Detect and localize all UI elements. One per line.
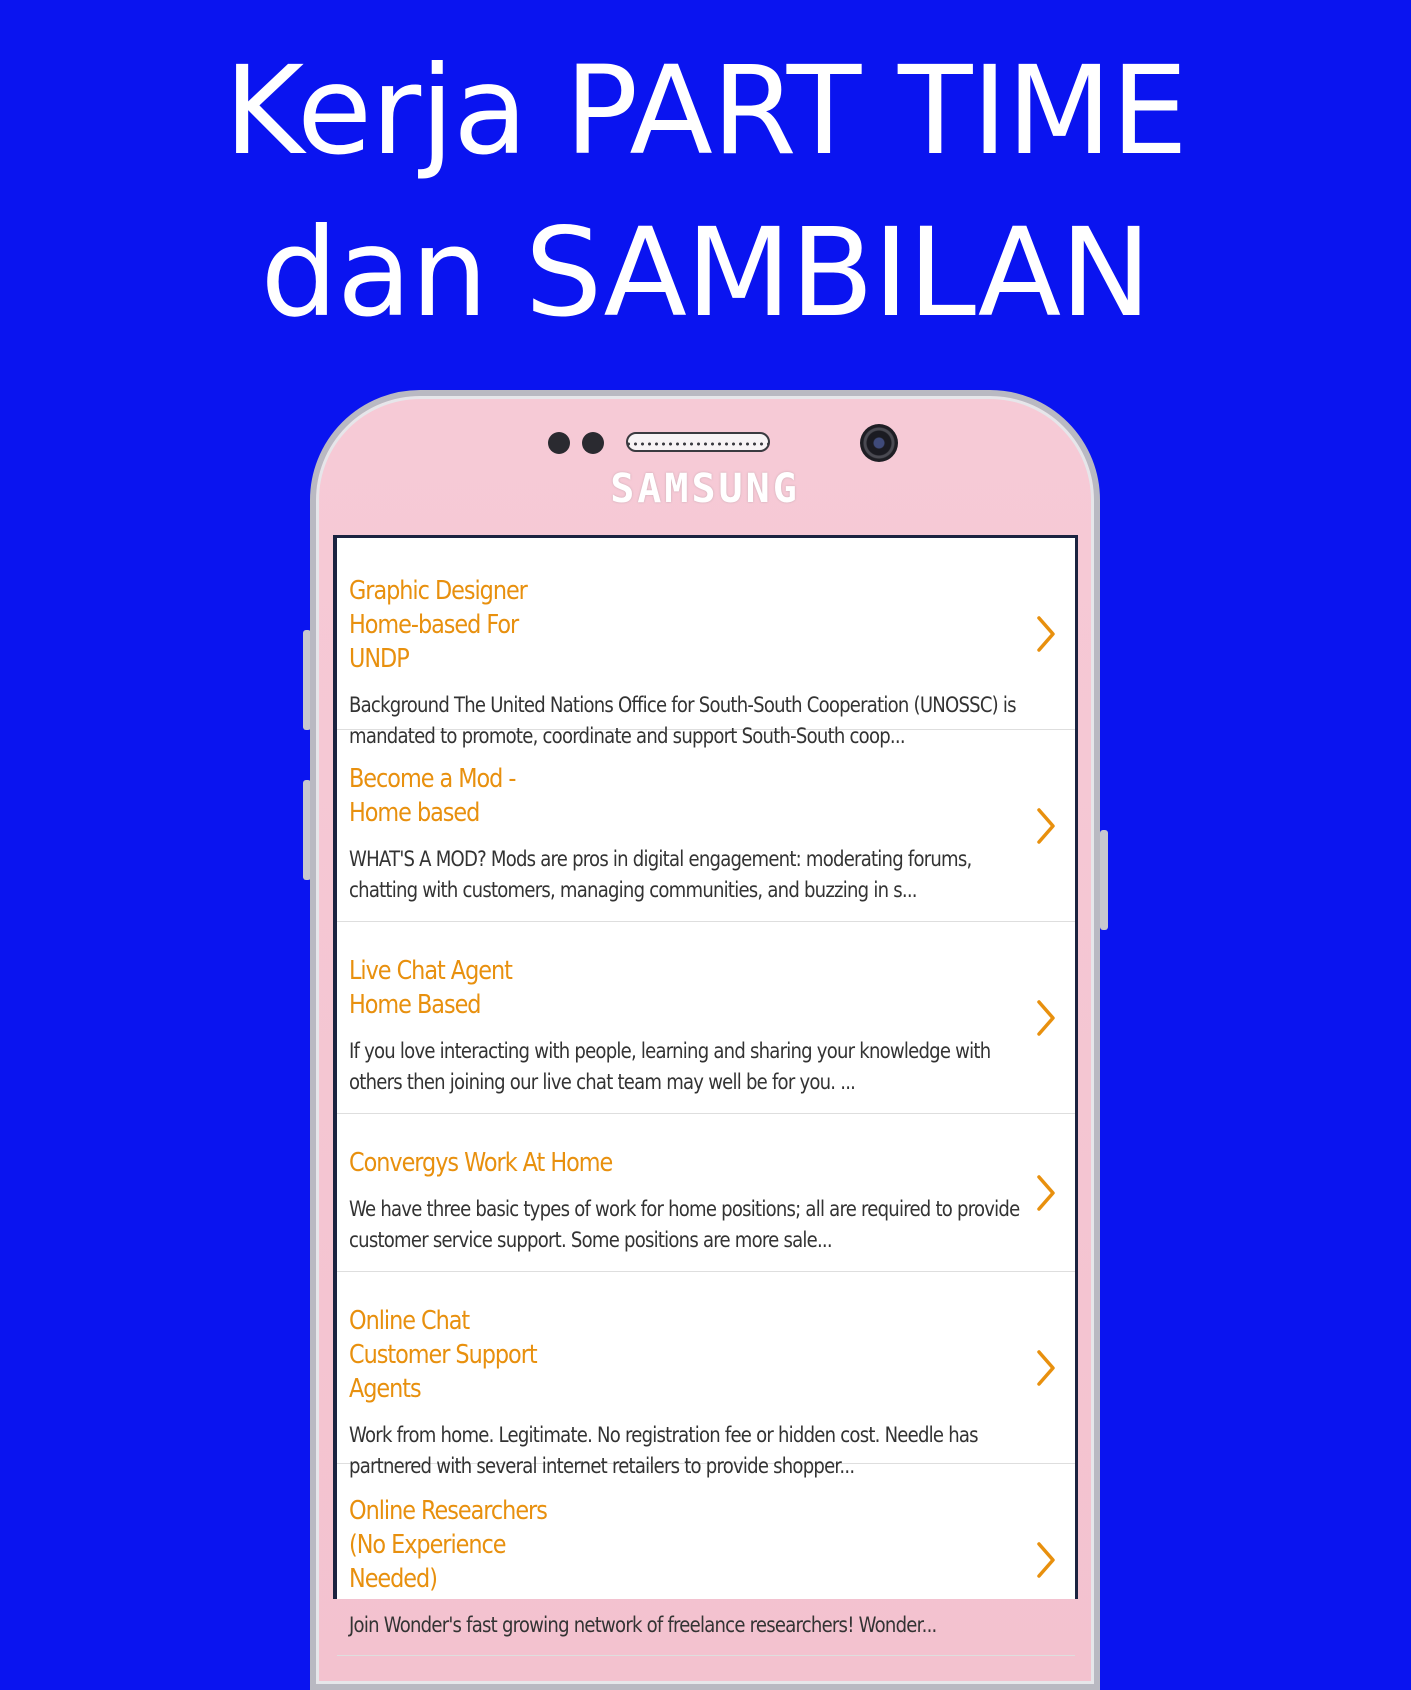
job-list-item[interactable] [337, 538, 1075, 748]
sensor-dot-icon [582, 432, 604, 454]
job-list-item[interactable] [337, 1114, 1075, 1272]
chevron-right-icon [1035, 615, 1057, 653]
job-description: Join Wonder's fast growing network of freelance researchers! Wonder... [349, 1613, 937, 1637]
phone-power-button [1100, 830, 1108, 930]
job-list-item[interactable] [337, 730, 1075, 922]
chevron-right-icon [1035, 1174, 1057, 1212]
job-title: Graphic Designer Home-based For UNDP [349, 576, 527, 674]
chevron-right-icon [1035, 999, 1057, 1037]
job-title: Convergys Work At Home [349, 1148, 613, 1178]
earpiece-speaker [626, 432, 770, 452]
headline-line-1: Kerja PART TIME [224, 40, 1187, 182]
chevron-right-icon [1035, 1349, 1057, 1387]
job-list-item[interactable] [337, 922, 1075, 1114]
chevron-right-icon [1035, 807, 1057, 845]
job-list-screen [333, 535, 1078, 1637]
job-list-item[interactable] [337, 1272, 1075, 1478]
job-description: We have three basic types of work for home positions; all are required to provide customer service support. Some positions are more sale... [349, 1197, 1020, 1252]
chevron-right-icon [1035, 1541, 1057, 1579]
promo-headline [0, 30, 1411, 354]
job-description: Background The United Nations Office for South-South Cooperation (UNOSSC) is mandated to promote, coordinate and support South-South coop... [349, 693, 1016, 748]
job-title: Become a Mod - Home based [349, 764, 516, 828]
front-camera-icon [860, 424, 898, 462]
job-title: Online Chat Customer Support Agents [349, 1306, 537, 1404]
job-description: WHAT'S A MOD? Mods are pros in digital engagement: moderating forums, chatting with customers, managing communities, and buzzing in s... [349, 847, 972, 902]
job-title: Live Chat Agent Home Based [349, 956, 512, 1020]
phone-brand-logo: SAMSUNG [610, 466, 800, 512]
job-description: Work from home. Legitimate. No registration fee or hidden cost. Needle has partnered with several internet retailers to provide shopper... [349, 1423, 978, 1478]
job-description: If you love interacting with people, learning and sharing your knowledge with others then joining our live chat team may well be for you. ... [349, 1039, 991, 1094]
headline-line-2: dan SAMBILAN [260, 202, 1151, 344]
job-list-item[interactable] [337, 1464, 1075, 1656]
job-title: Online Researchers (No Experience Needed) [349, 1496, 547, 1594]
sensor-dot-icon [548, 432, 570, 454]
